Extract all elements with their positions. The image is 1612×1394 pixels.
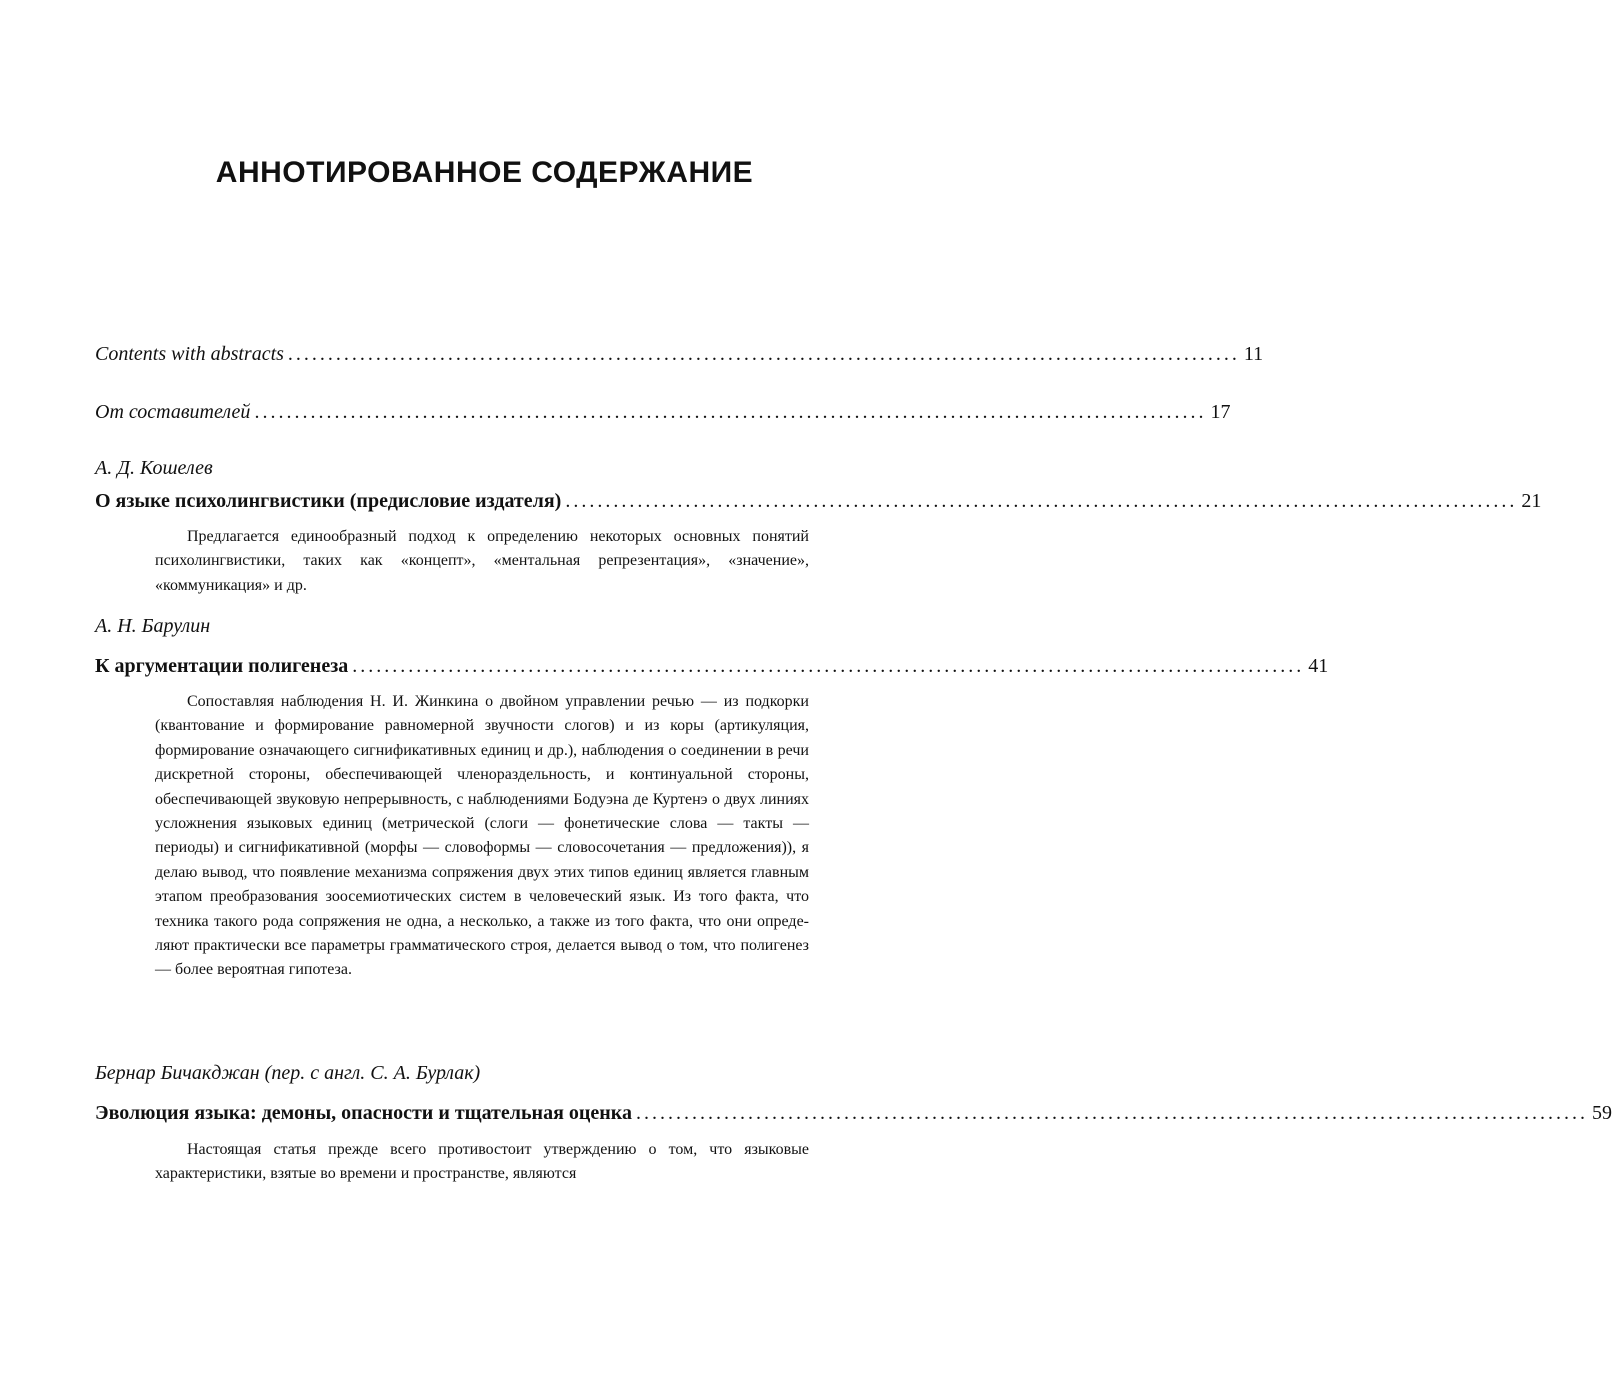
dot-leader: ....................................................................................................................... — [636, 1102, 1589, 1124]
toc-entry-author: А. Н. Барулин — [95, 615, 211, 637]
toc-page-number: 11 — [1243, 343, 1264, 365]
toc-entry-author: Бернар Бичакджан (пер. с англ. С. А. Бурлак) — [95, 1062, 481, 1084]
toc-entry-title: К аргументации полигенеза — [95, 655, 349, 677]
dot-leader: ....................................................................................................................... — [352, 655, 1305, 677]
toc-entry-abstract: Сопоставляя наблюдения Н. И. Жинкина о двойном управлении речью — из подкорки (квантование и формирование равномерной звучности слогов) и из коры (артикуляция, формирование означающего сигнификативных единиц и др.), наблюдения о соединении в речи дискретной стороны, обеспечивающей членораздельность, и континуальной стороны, обеспечивающей звуковую непрерывность, с наблюдениями Бодуэна де Куртенэ о двух линиях усложнения языковых единиц (метрической (слоги — фонетические слова — такты — периоды) и сигнификативной (морфы — словоформы — словосочетания — предложения)), я делаю вывод, что появление механизма сопряжения двух этих типов единиц является главным этапом преобразования зоосемиотических систем в человеческий язык. Из того факта, что техника такого рода сопряжения не одна, а несколько, а также из того факта, что они определяют практически все параметры грамматического строя, делается вывод о том, что полигенез — более вероятная гипотеза. — [155, 693, 809, 979]
toc-entry-psycholinguistics[interactable] — [95, 489, 1542, 513]
toc-entry-abstract: Настоящая статья прежде всего противостоит утверждению о том, что языковые характеристики, взятые во времени и пространстве, являются — [155, 1141, 809, 1183]
toc-entry-title: О языке психолингвистики (предисловие издателя) — [95, 490, 562, 512]
toc-entry-title: От составителей — [95, 401, 251, 423]
toc-page-number: 17 — [1210, 401, 1231, 423]
toc-entry-title: Contents with abstracts — [95, 343, 284, 365]
toc-entry-author: А. Д. Кошелев — [95, 457, 213, 479]
toc-entry-title: Эволюция языка: демоны, опасности и тщательная оценка — [95, 1102, 633, 1124]
dot-leader: ....................................................................................................................... — [565, 490, 1518, 512]
toc-entry-language-evolution[interactable] — [95, 1101, 1612, 1125]
toc-entry-from-compilers[interactable] — [95, 400, 1231, 424]
dot-leader: ....................................................................................................................... — [254, 401, 1207, 423]
dot-leader: ....................................................................................................................... — [287, 343, 1240, 365]
toc-entry-contents[interactable] — [95, 342, 1264, 366]
toc-entry-polygenesis[interactable] — [95, 654, 1329, 678]
toc-page-number: 21 — [1521, 490, 1542, 512]
toc-page-number: 59 — [1592, 1102, 1612, 1124]
toc-page-number: 41 — [1308, 655, 1329, 677]
page-title: АННОТИРОВАННОЕ СОДЕРЖАНИЕ — [215, 156, 754, 189]
toc-entry-abstract: Предлагается единообразный подход к определению некоторых основных понятий психолингвистики, таких как «концепт», «ментальная репрезентация», «значение», «коммуникация» и др. — [155, 528, 809, 594]
